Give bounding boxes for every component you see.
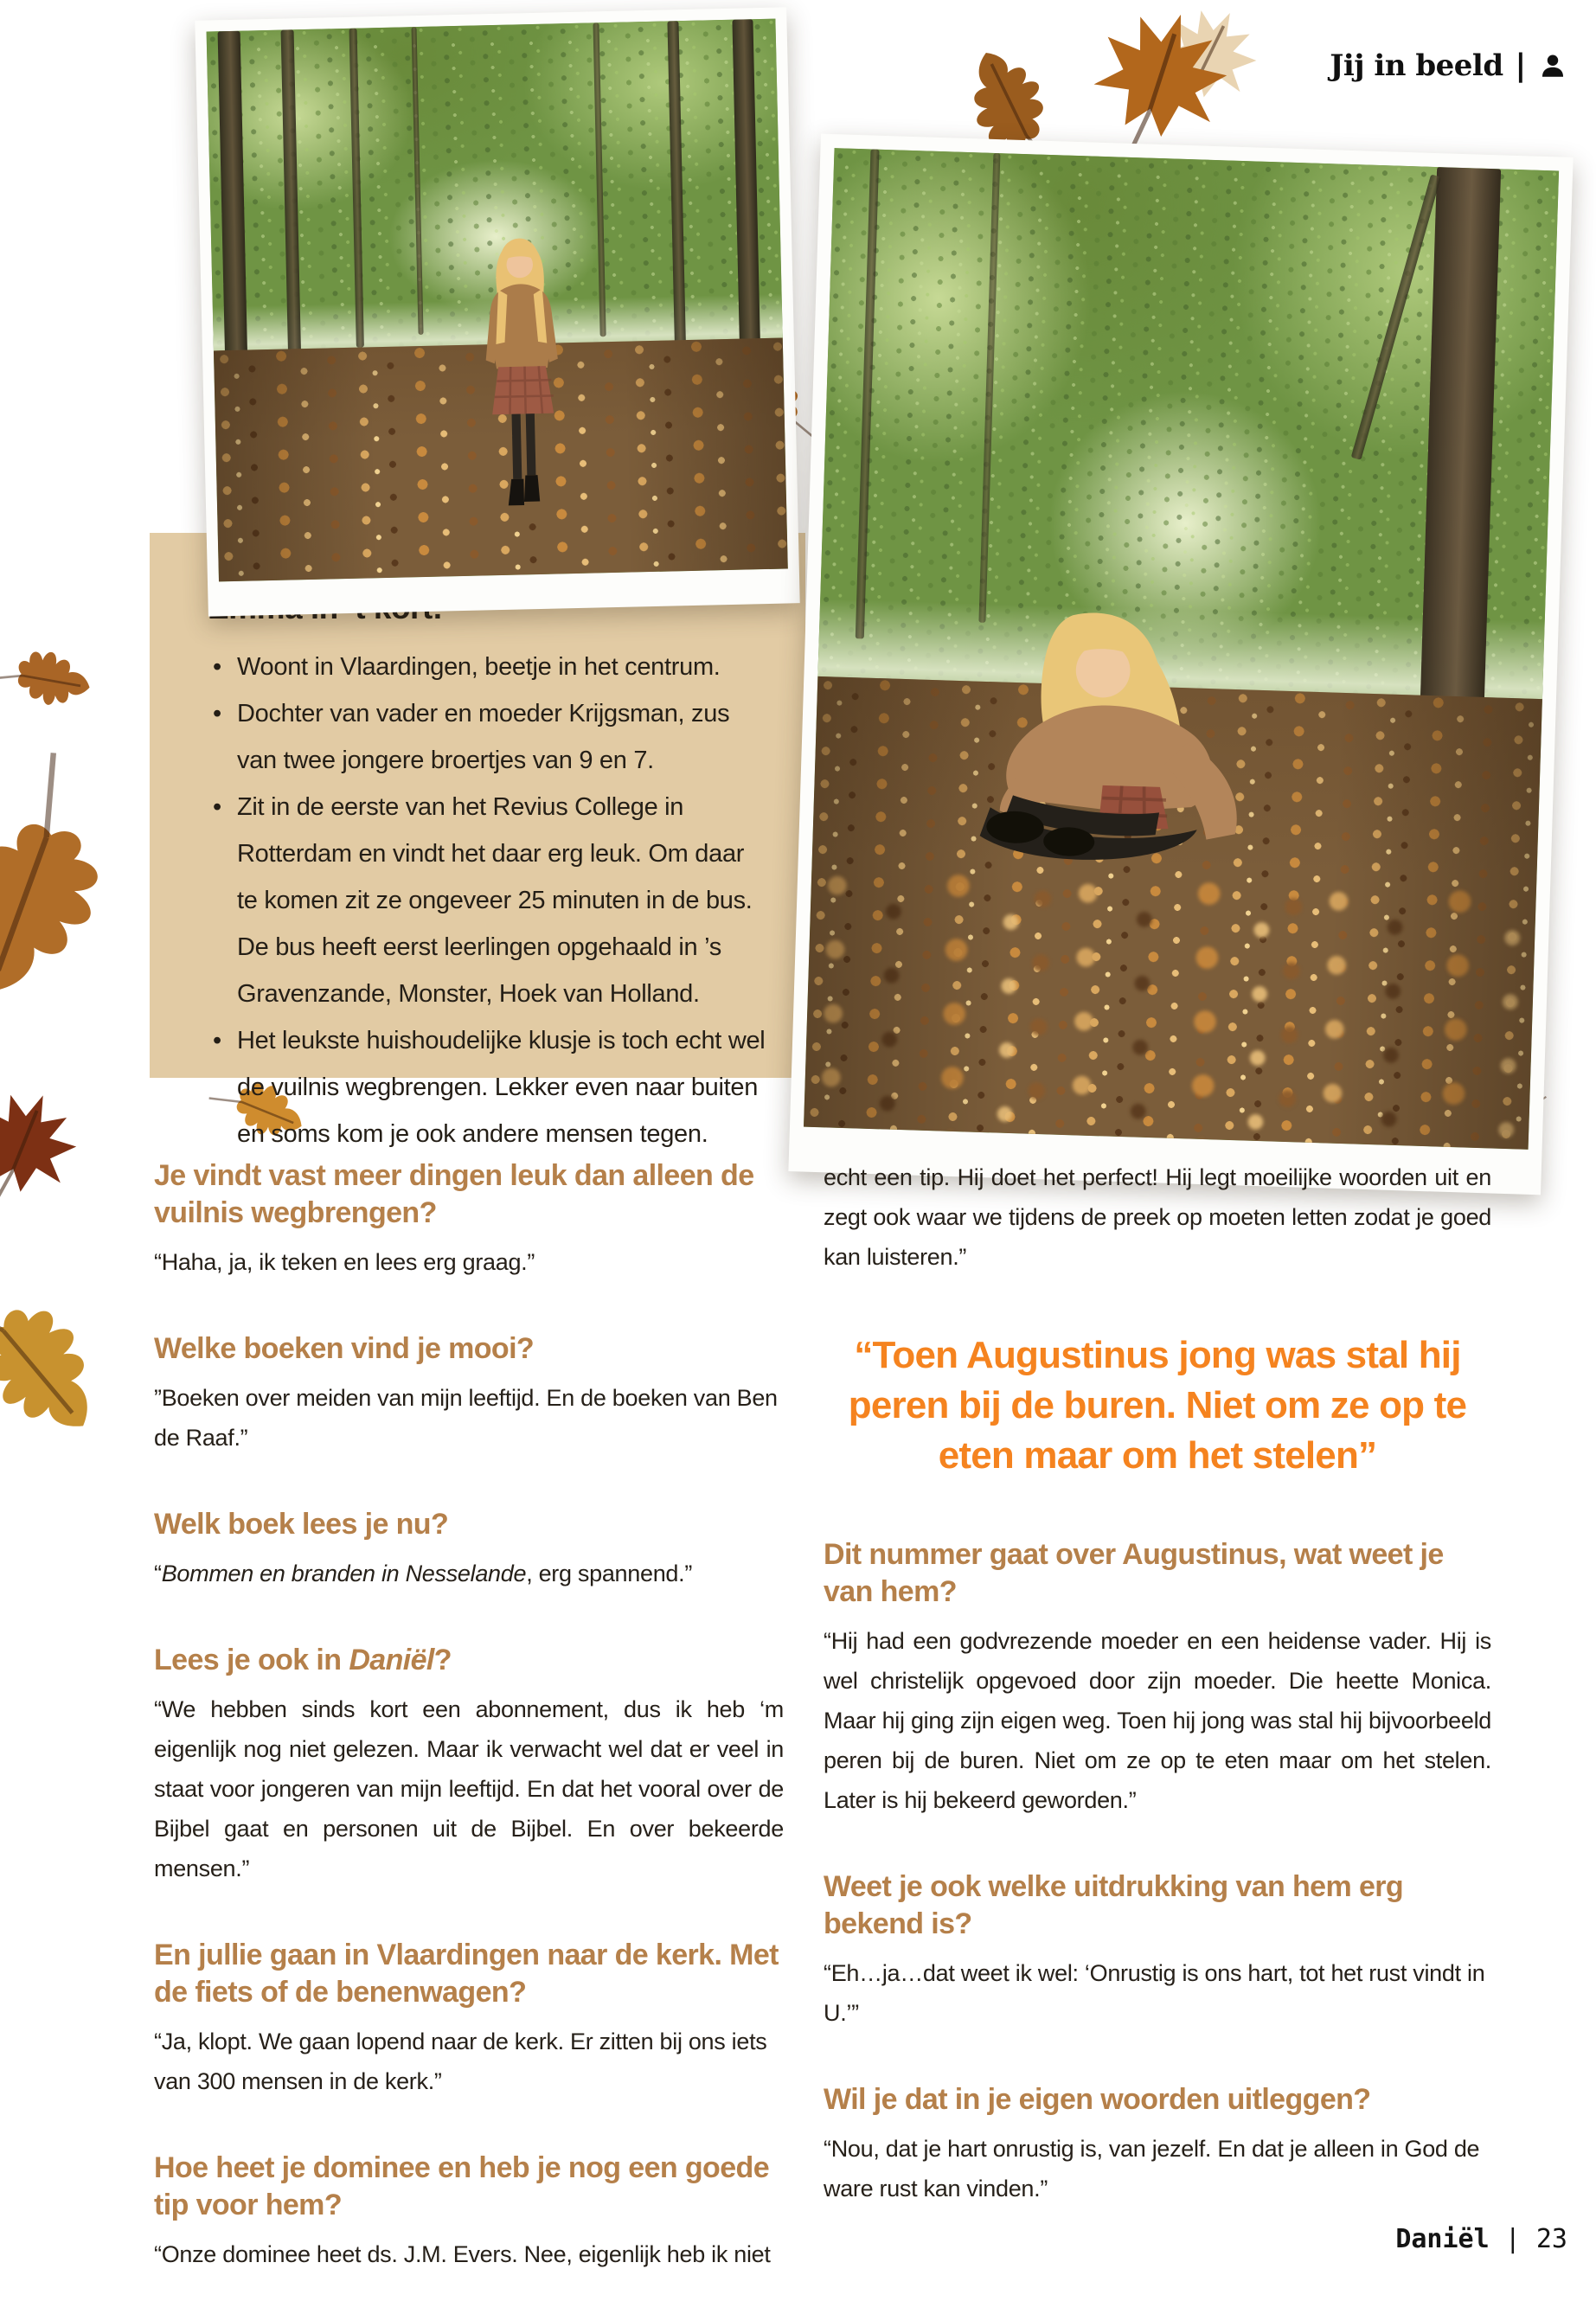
autumn-leaf-icon (0, 712, 168, 1040)
info-list (208, 644, 768, 1157)
interview-column-right (824, 1157, 1491, 2208)
answer-rest: , erg spannend.” (526, 1561, 693, 1586)
book-title: Bommen en branden in Nesselande (161, 1561, 527, 1586)
forest-lane-scene (207, 19, 788, 582)
photo-girl-sitting (788, 134, 1573, 1195)
question-heading: En jullie gaan in Vlaardingen naar de kerk. Met de fiets of de benenwagen? (154, 1939, 779, 2009)
autumn-leaf-icon (0, 1227, 150, 1484)
question-pre: Lees je ook in (154, 1644, 349, 1676)
answer-paragraph: “Eh…ja…dat weet ik wel: ‘Onrustig is ons hart, tot het rust vindt in U.’” (824, 1960, 1485, 2026)
answer-paragraph: “Hij had een godvrezende moeder en een heidense vader. Hij is wel christelijk opgevoed door zijn moeder. Die heette Monica. Maar hij ging zijn eigen weg. Toen hij jong was stal hij bijvoorbeeld peren bij de buren. Niet om ze op te eten maar om het stelen. Later is hij bekeerd geworden.” (824, 1628, 1491, 1813)
question-heading: Je vindt vast meer dingen leuk dan alleen de vuilnis wegbrengen? (154, 1159, 754, 1229)
page-header (1330, 48, 1567, 83)
list-item: • Het leukste huishoudelijke klusje is toch echt wel de vuilnis wegbrengen. Lekker even naar buiten en soms kom je ook andere mensen tegen. (208, 1017, 768, 1157)
list-item: • Zit in de eerste van het Revius College in Rotterdam en vindt het daar erg leuk. Om daar te komen zit ze ongeveer 25 minuten in de bus. De bus heeft eerst leerlingen opgehaald in ’s Gravenzande, Monster, Hoek van Holland. (208, 784, 768, 1017)
answer-paragraph: “Ja, klopt. We gaan lopend naar de kerk. Er zitten bij ons iets van 300 mensen in de kerk.” (154, 2029, 767, 2094)
autumn-park-scene (804, 148, 1559, 1150)
header-divider: | (1516, 47, 1524, 83)
question-post: ? (433, 1644, 452, 1676)
girl-figure (875, 580, 1364, 930)
autumn-leaf-icon (0, 1066, 108, 1235)
pull-quote: “Toen Augustinus jong was stal hij peren bij de buren. Niet om ze op te eten maar om het stelen” (848, 1334, 1467, 1477)
answer-open-quote: “ (154, 1561, 162, 1586)
answer-paragraph: “Haha, ja, ik teken en lees erg graag.” (154, 1249, 535, 1275)
list-item: • Woont in Vlaardingen, beetje in het centrum. (208, 644, 768, 690)
page-number: 23 (1535, 2224, 1567, 2254)
footer-divider: | (1489, 2224, 1536, 2254)
question-heading: Welke boeken vind je mooi? (154, 1332, 535, 1365)
question-heading (154, 1642, 784, 1679)
question-heading: Wil je dat in je eigen woorden uitleggen? (824, 2083, 1371, 2116)
magazine-name: Daniël (1395, 2224, 1490, 2254)
person-icon (1538, 51, 1567, 80)
interview-column-left (154, 1157, 784, 2274)
question-heading: Hoe heet je dominee en heb je nog een goede tip voor hem? (154, 2151, 770, 2221)
list-item: • Dochter van vader en moeder Krijgsman, zus van twee jongere broertjes van 9 en 7. (208, 690, 768, 784)
question-heading: Weet je ook welke uitdrukking van hem erg bekend is? (824, 1870, 1404, 1940)
answer-paragraph (154, 1554, 784, 1593)
answer-paragraph: “Onze dominee heet ds. J.M. Evers. Nee, eigenlijk heb ik niet (154, 2241, 771, 2267)
answer-paragraph: ”Boeken over meiden van mijn leeftijd. En de boeken van Ben de Raaf.” (154, 1385, 778, 1451)
section-label: Jij in beeld (1330, 48, 1503, 83)
answer-paragraph: “We hebben sinds kort een abonnement, dus ik heb ‘m eigenlijk nog niet gelezen. Maar ik verwacht wel dat er veel in staat voor jongeren van mijn leeftijd. En dat het vooral over de Bijbel gaat en personen uit de Bijbel. En over bekeerde mensen.” (154, 1696, 784, 1881)
page-footer (1395, 2224, 1567, 2254)
question-heading: Welk boek lees je nu? (154, 1508, 449, 1541)
magazine-title: Daniël (349, 1644, 434, 1676)
answer-paragraph: “Nou, dat je hart onrustig is, van jezelf. En dat je alleen in God de ware rust kan vinden.” (824, 2136, 1480, 2202)
question-heading: Dit nummer gaat over Augustinus, wat weet je van hem? (824, 1538, 1444, 1608)
girl-figure (461, 227, 582, 528)
answer-continuation: echt een tip. Hij doet het perfect! Hij legt moeilijke woorden uit en zegt ook waar we tijdens de preek op moeten letten zodat je goed kan luisteren.” (824, 1164, 1491, 1270)
photo-girl-walking (195, 7, 799, 616)
